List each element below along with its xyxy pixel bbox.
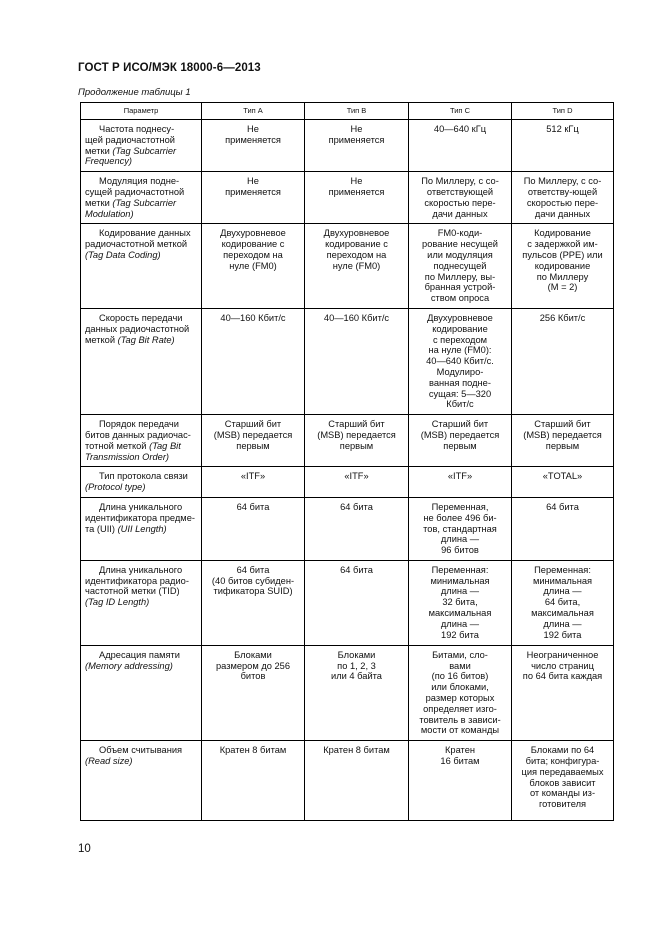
cell-text-line: 64 бита, (544, 597, 581, 608)
cell-text-line: максимальная (428, 608, 492, 619)
cell-type-c (409, 497, 512, 560)
cell-type-b (305, 497, 409, 560)
cell-text-line: ответствующей (426, 186, 494, 197)
cell-text-line: длина — (543, 618, 582, 629)
parameter-name-line: радиочастотной меткой (85, 239, 188, 250)
cell-text-line: Не (350, 124, 363, 134)
cell-type-c (409, 467, 512, 498)
cell-text-line: блоков зависит (529, 777, 596, 788)
cell-text-line: 32 бита, (442, 597, 478, 608)
cell-text-line: 40—640 Кбит/с. (426, 356, 494, 367)
cell-text-line: первым (443, 440, 477, 451)
cell-text-line: по 1, 2, 3 (337, 660, 376, 671)
cell-text-line: Двухуровневое (220, 228, 286, 239)
parameter-english-name-line: (Tag Subcarrier (112, 197, 177, 208)
cell-type-b (305, 224, 409, 309)
cell-text-line: Старший бит (328, 419, 385, 430)
cell-text-line: (MSB) передается (213, 429, 293, 440)
cell-type-a (202, 497, 305, 560)
cell-text-line: нуле (FM0) (229, 260, 277, 271)
cell-text-line: или блоками, (431, 682, 489, 693)
column-header-type-d: Тип D (512, 103, 614, 120)
cell-text-line: кодирование с (325, 239, 388, 250)
cell-parameter (81, 224, 202, 309)
column-header-parameter: Параметр (81, 103, 202, 120)
cell-type-a (202, 560, 305, 645)
cell-text-line: 64 бита (236, 501, 270, 512)
cell-type-c (409, 120, 512, 172)
cell-text-line: «TOTAL» (542, 471, 583, 482)
parameter-name-line: меткой (85, 334, 118, 345)
cell-text-line: кодирование с (221, 239, 285, 250)
parameter-english-name-line: (Tag ID Length) (85, 597, 150, 608)
cell-text-line: ством опроса (430, 293, 490, 304)
cell-text-line: не более 496 би- (423, 512, 497, 523)
cell-type-a (202, 741, 305, 821)
cell-text-line: длина — (440, 618, 480, 629)
table-row (81, 172, 614, 224)
cell-type-b (305, 645, 409, 740)
cell-text-line: 16 битам (440, 756, 480, 767)
cell-type-b (305, 172, 409, 224)
cell-text-line: по Миллеру (536, 271, 589, 282)
cell-text-line: Не (247, 176, 259, 187)
cell-text-line: Кратен 8 битам (219, 745, 287, 756)
cell-type-d (512, 497, 614, 560)
cell-text-line: 40—640 кГц (433, 124, 487, 134)
cell-text-line: первым (545, 440, 580, 451)
table-row (81, 467, 614, 498)
parameter-english-name-line: (Memory addressing) (85, 660, 173, 671)
cell-text-line: 192 бита (441, 629, 479, 640)
cell-text-line: скоростью пере- (424, 197, 496, 208)
cell-text-line: Неограниченное (526, 649, 599, 660)
cell-text-line: размером до 256 (215, 660, 291, 671)
cell-text-line: По Миллеру, с со- (421, 176, 499, 187)
parameter-name-line: Скорость передачи (99, 312, 183, 323)
cell-text-line: или модуляция (427, 249, 493, 260)
cell-text-line: битов (240, 671, 266, 682)
table-row (81, 741, 614, 821)
parameters-table (80, 102, 614, 821)
cell-text-line: или 4 байта (331, 671, 382, 682)
cell-text-line: число страниц (531, 660, 594, 671)
cell-text-line: на нуле (FM0): (428, 345, 492, 356)
cell-text-line: применяется (225, 186, 281, 197)
cell-text-line: рование несущей (422, 239, 498, 250)
cell-text-line: определяет изго- (423, 703, 497, 714)
cell-text-line: пульсов (PPE) или (522, 249, 603, 260)
cell-text-line: с задержкой им- (527, 239, 598, 250)
cell-text-line: нуле (FM0) (332, 260, 381, 271)
cell-text-line: Не (247, 124, 259, 134)
cell-text-line: Двухуровневое (427, 312, 493, 323)
cell-text-line: Модулиро- (436, 366, 484, 377)
table-row (81, 560, 614, 645)
cell-parameter (81, 497, 202, 560)
cell-text-line: минимальная (430, 575, 490, 586)
cell-text-line: тов, стандартная (423, 523, 497, 534)
cell-text-line: 64 бита (340, 564, 373, 575)
table-row (81, 645, 614, 740)
parameter-english-name-line: Frequency) (85, 156, 133, 167)
cell-text-line: (по 16 битов) (431, 671, 489, 682)
table-row (81, 308, 614, 414)
cell-text-line: мости от команды (420, 725, 500, 736)
parameter-name-line: Длина уникального (99, 501, 183, 512)
cell-type-c (409, 560, 512, 645)
cell-parameter (81, 467, 202, 498)
cell-text-line: дачи данных (432, 208, 488, 219)
cell-type-d (512, 172, 614, 224)
cell-type-d (512, 415, 614, 467)
parameter-name-line: сущей радиочастотной (85, 186, 185, 197)
cell-text-line: Блоками (337, 649, 376, 660)
cell-text-line: поднесущей (433, 260, 487, 271)
cell-text-line: товитель в зависи- (419, 714, 501, 725)
parameter-name-line: та (UII) (85, 523, 118, 534)
cell-text-line: 40—160 Кбит/с (220, 312, 286, 323)
cell-text-line: Кодирование (534, 228, 591, 239)
cell-type-d (512, 308, 614, 414)
table-header-row (81, 103, 614, 120)
cell-text-line: минимальная (532, 575, 593, 586)
cell-text-line: 64 бита (340, 501, 373, 512)
cell-text-line: переходом на (326, 249, 387, 260)
table-row (81, 497, 614, 560)
cell-type-a (202, 645, 305, 740)
cell-type-d (512, 467, 614, 498)
cell-type-a (202, 308, 305, 414)
cell-text-line: дачи данных (534, 208, 591, 219)
cell-type-c (409, 224, 512, 309)
cell-text-line: переходом на (223, 249, 283, 260)
cell-text-line: ванная подне- (429, 377, 491, 388)
cell-type-d (512, 741, 614, 821)
cell-text-line: Переменная: (534, 564, 591, 575)
parameter-name-line: битов данных радиочас- (85, 429, 191, 440)
cell-text-line: длина — (440, 586, 480, 597)
cell-text-line: первым (339, 440, 374, 451)
cell-text-line: (M = 2) (547, 282, 578, 293)
cell-type-c (409, 415, 512, 467)
cell-text-line: (40 битов субиден- (211, 575, 295, 586)
table-body (81, 120, 614, 821)
table-row (81, 415, 614, 467)
cell-parameter (81, 120, 202, 172)
table-row (81, 224, 614, 309)
column-header-type-c: Тип C (409, 103, 512, 120)
parameter-english-name-line: Modulation) (85, 208, 134, 219)
parameter-name-line: Тип протокола связи (99, 471, 188, 482)
cell-text-line: максимальная (531, 608, 594, 619)
parameter-english-name-line: (Protocol type) (85, 482, 146, 493)
cell-type-a (202, 120, 305, 172)
parameter-name-line: частотной метки (TID) (85, 586, 180, 597)
parameter-english-name-line: Transmission Order) (85, 451, 170, 462)
cell-text-line: (MSB) передается (523, 429, 602, 440)
cell-type-a (202, 467, 305, 498)
cell-text-line: ответству-ющей (527, 186, 598, 197)
cell-parameter (81, 741, 202, 821)
cell-type-b (305, 560, 409, 645)
page-number: 10 (78, 843, 91, 855)
cell-text-line: 192 бита (543, 629, 582, 640)
parameter-english-name-line: (Tag Bit Rate) (117, 334, 175, 345)
cell-text-line: По Миллеру, с со- (523, 176, 602, 187)
cell-text-line: 64 бита (236, 564, 270, 575)
parameter-name-line: щей радиочастотной (85, 134, 175, 145)
cell-text-line: Блоками (234, 649, 272, 660)
parameter-name-line: Частота поднесу- (99, 124, 175, 134)
cell-type-a (202, 172, 305, 224)
cell-text-line: 512 кГц (546, 124, 579, 134)
cell-text-line: «ITF» (447, 471, 473, 482)
cell-type-c (409, 645, 512, 740)
parameter-name-line: Модуляция подне- (99, 176, 180, 187)
cell-parameter (81, 415, 202, 467)
cell-text-line: кодирование (534, 260, 591, 271)
parameter-name-line: данных радиочастотной (85, 323, 190, 334)
parameter-english-name-line: (Tag Data Coding) (85, 249, 161, 260)
cell-text-line: применяется (328, 134, 385, 145)
cell-type-a (202, 415, 305, 467)
cell-parameter (81, 645, 202, 740)
column-header-type-a: Тип A (202, 103, 305, 120)
parameter-name-line: Кодирование данных (99, 228, 191, 239)
cell-text-line: применяется (225, 134, 281, 145)
cell-type-d (512, 645, 614, 740)
cell-text-line: по 64 бита каждая (522, 671, 603, 682)
cell-text-line: Кратен (444, 745, 475, 756)
cell-type-d (512, 224, 614, 309)
cell-text-line: размер которых (425, 693, 495, 704)
cell-type-d (512, 120, 614, 172)
cell-parameter (81, 560, 202, 645)
cell-type-b (305, 415, 409, 467)
table-continuation-caption: Продолжение таблицы 1 (78, 87, 191, 98)
cell-type-d (512, 560, 614, 645)
cell-text-line: Битами, сло- (432, 649, 488, 660)
cell-text-line: 96 битов (441, 545, 479, 556)
parameter-english-name-line: (Tag Subcarrier (112, 145, 177, 156)
cell-text-line: Переменная: (431, 564, 489, 575)
cell-text-line: (MSB) передается (420, 429, 500, 440)
cell-text-line: Кбит/с (446, 399, 474, 410)
cell-text-line: готовителя (538, 799, 587, 810)
cell-type-b (305, 120, 409, 172)
cell-text-line: Старший бит (224, 419, 282, 430)
cell-text-line: тификатора SUID) (213, 586, 293, 597)
cell-text-line: Блоками по 64 (530, 745, 595, 756)
parameter-name-line: метки (85, 197, 113, 208)
parameter-name-line: Порядок передачи (99, 419, 179, 430)
document-header: ГОСТ Р ИСО/МЭК 18000-6—2013 (78, 62, 261, 74)
cell-text-line: Переменная, (431, 501, 489, 512)
cell-type-a (202, 224, 305, 309)
cell-type-c (409, 172, 512, 224)
cell-text-line: Старший бит (534, 419, 591, 430)
cell-text-line: бранная устрой- (424, 282, 496, 293)
table-row (81, 120, 614, 172)
cell-text-line: ция передаваемых (521, 766, 604, 777)
cell-text-line: FM0-коди- (437, 228, 483, 239)
parameter-name-line: метки (85, 145, 113, 156)
parameter-name-line: идентификатора предме- (85, 512, 195, 523)
cell-type-c (409, 308, 512, 414)
cell-text-line: Старший бит (431, 419, 489, 430)
cell-text-line: вами (449, 660, 471, 671)
parameter-name-line: Адресация памяти (99, 649, 181, 660)
cell-text-line: с переходом (432, 334, 488, 345)
cell-text-line: (MSB) передается (317, 429, 396, 440)
cell-text-line: 40—160 Кбит/с (323, 312, 390, 323)
cell-text-line: применяется (328, 186, 385, 197)
cell-text-line: сущая: 5—320 (428, 388, 492, 399)
cell-text-line: Кратен 8 битам (323, 745, 390, 756)
column-header-type-b: Тип B (305, 103, 409, 120)
parameter-name-line: тотной меткой (85, 440, 150, 451)
parameter-name-line: идентификатора радио- (85, 575, 189, 586)
parameter-name-line: Объем считывания (99, 745, 183, 756)
parameter-english-name-line: (Tag Bit (149, 440, 181, 451)
cell-text-line: 256 Кбит/с (539, 312, 586, 323)
cell-text-line: бита; конфигура- (525, 756, 600, 767)
cell-text-line: 64 бита (546, 501, 579, 512)
cell-text-line: кодирование (432, 323, 488, 334)
cell-text-line: Двухуровневое (323, 228, 390, 239)
cell-parameter (81, 172, 202, 224)
parameter-english-name-line: (UII Length) (117, 523, 167, 534)
cell-parameter (81, 308, 202, 414)
parameter-name-line: Длина уникального (99, 564, 183, 575)
cell-text-line: Не (350, 176, 363, 187)
cell-text-line: скоростью пере- (526, 197, 599, 208)
cell-text-line: от команды из- (529, 788, 596, 799)
cell-type-b (305, 741, 409, 821)
cell-text-line: «ITF» (344, 471, 369, 482)
cell-type-c (409, 741, 512, 821)
cell-text-line: «ITF» (240, 471, 266, 482)
cell-text-line: длина — (440, 534, 480, 545)
cell-text-line: длина — (543, 586, 582, 597)
cell-type-b (305, 467, 409, 498)
cell-text-line: по Миллеру, вы- (424, 271, 496, 282)
parameter-english-name-line: (Read size) (85, 756, 133, 767)
cell-type-b (305, 308, 409, 414)
cell-text-line: первым (236, 440, 270, 451)
